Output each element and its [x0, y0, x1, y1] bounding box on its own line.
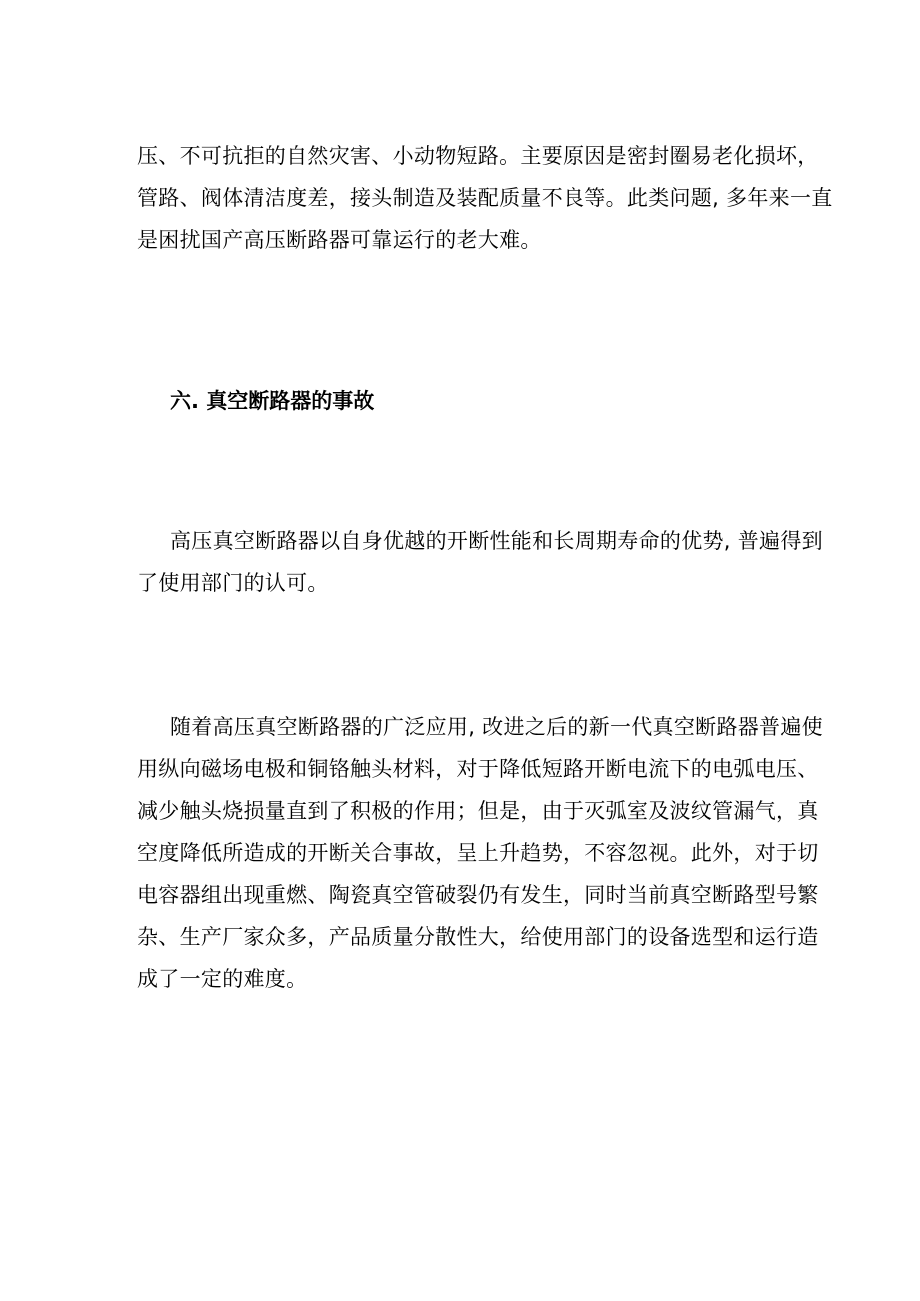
paragraph-line: 了使用部门的认可。 — [137, 571, 329, 595]
section-heading: 六. 真空断路器的事故 — [170, 389, 375, 413]
paragraph-line-indented: 随着高压真空断路器的广泛应用, 改进之后的新一代真空断路器普遍使 — [170, 715, 823, 739]
paragraph-vacuum-advantages — [137, 520, 823, 604]
paragraph-line: 用纵向磁场电极和铜铬触头材料，对于降低短路开断电流下的电弧电压、 — [137, 757, 819, 781]
paragraph-line: 压、不可抗拒的自然灾害、小动物短路。主要原因是密封圈易老化损坏， — [137, 144, 819, 168]
paragraph-line: 电容器组出现重燃、陶瓷真空管破裂仍有发生，同时当前真空断路型号繁 — [137, 883, 819, 907]
paragraph-vacuum-issues — [137, 706, 823, 1000]
paragraph-line: 空度降低所造成的开断关合事故，呈上升趋势，不容忽视。此外，对于切 — [137, 841, 819, 865]
paragraph-line: 减少触头烧损量直到了积极的作用；但是，由于灭弧室及波纹管漏气，真 — [137, 799, 819, 823]
paragraph-line: 是困扰国产高压断路器可靠运行的老大难。 — [137, 228, 542, 252]
paragraph-line: 成了一定的难度。 — [137, 967, 308, 991]
paragraph-line: 杂、生产厂家众多，产品质量分散性大，给使用部门的设备选型和运行造 — [137, 925, 819, 949]
paragraph-line-indented: 高压真空断路器以自身优越的开断性能和长周期寿命的优势, 普遍得到 — [170, 529, 823, 553]
paragraph-line: 管路、阀体清洁度差，接头制造及装配质量不良等。此类问题, 多年来一直 — [137, 186, 833, 210]
paragraph-continuation — [137, 135, 833, 261]
